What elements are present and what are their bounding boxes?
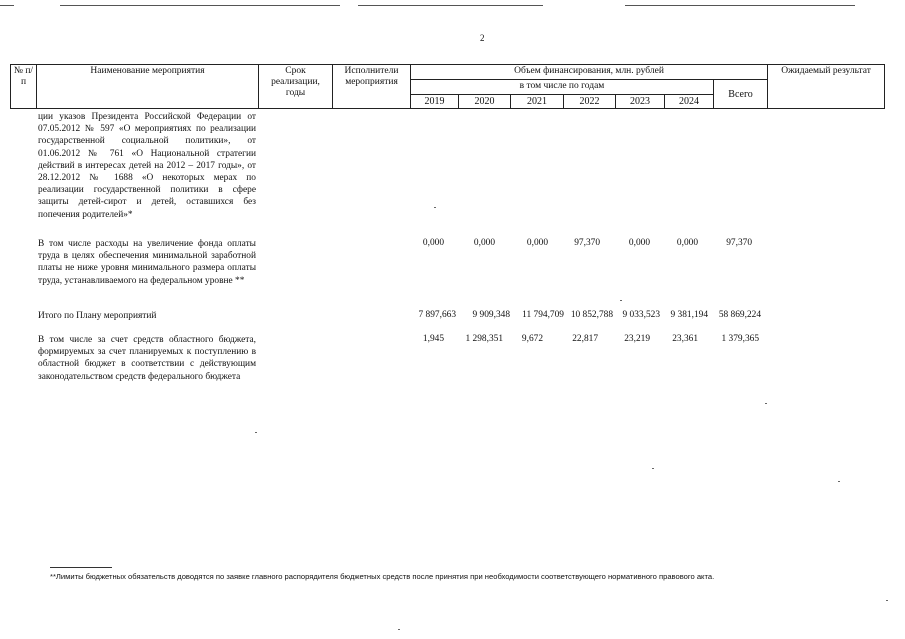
scan-speck [434,207,436,208]
plan-total-total: 58 869,224 [718,310,761,320]
col-year-2022: 2022 [564,95,616,109]
wage-fund-2019: 0,000 [422,238,444,248]
plan-total-2019: 7 897,663 [418,310,456,320]
plan-total-2024: 9 381,194 [670,310,708,320]
decrees-text: ции указов Президента Российской Федерации от 07.05.2012 № 597 «О мероприятиях по реализации государственной социальной политики», от 01.06.2012 № 761 «О Национальной стратегии действий в интересах детей на 2012 – 2017 годы», от 28.12.2012 № 1688 «О некоторых мерах по реализации государственной политики в сфере защиты детей-сирот и детей, оставшихся без попечения родителей»* [38,112,256,220]
col-term-header: Срок реализации, годы [259,65,333,109]
wage-fund-2020: 0,000 [473,238,495,248]
table-header [10,64,885,109]
scan-edge-mark [625,5,855,6]
col-year-2021: 2021 [511,95,564,109]
regional-budget-text: В том числе за счет средств областного бюджета, формируемых за счет планируемых к поступлению в областной бюджет в соответствии с действующим законодательством средств федерального бюджета [38,335,256,382]
regional-budget-2023: 23,219 [624,334,650,344]
regional-budget-2019: 1,945 [422,334,444,344]
col-year-2019: 2019 [411,95,459,109]
col-year-2023: 2023 [616,95,665,109]
regional-budget-total: 1 379,365 [721,334,759,344]
scan-speck [886,600,888,601]
col-funding-header: Объем финансирования, млн. рублей [411,65,768,80]
scan-edge-mark [60,5,340,6]
scan-speck [838,481,840,482]
plan-total-text: Итого по Плану мероприятий [38,311,157,321]
footnote-text: **Лимиты бюджетных обязательств доводятся по заявке главного распорядителя бюджетных средств после принятия при необходимости соответствующего нормативного правового акта. [50,572,715,581]
scan-speck [765,403,767,404]
plan-total-2020: 9 909,348 [472,310,510,320]
plan-total-2022: 10 852,788 [570,310,613,320]
scan-speck [652,468,654,469]
wage-fund-2024: 0,000 [676,238,698,248]
wage-fund-2022: 97,370 [574,238,600,248]
footnote-rule [50,567,112,568]
regional-budget-2022: 22,817 [572,334,598,344]
plan-total-2023: 9 033,523 [622,310,660,320]
col-num-header: № п/п [11,65,37,109]
col-total-header: Всего [714,80,768,109]
col-year-2020: 2020 [459,95,511,109]
wage-fund-2023: 0,000 [628,238,650,248]
regional-budget-2024: 23,361 [672,334,698,344]
scan-speck [620,300,622,301]
col-result-header: Ожидаемый результат [768,65,885,109]
col-executors-header: Исполнители мероприятия [333,65,411,109]
regional-budget-2020: 1 298,351 [465,334,503,344]
scan-edge-mark [358,5,543,6]
page-number: 2 [480,33,485,43]
regional-budget-2021: 9,672 [521,334,543,344]
scan-edge-mark [0,5,14,6]
col-by-years-header: в том числе по годам [411,80,714,95]
plan-total-2021: 11 794,709 [522,310,564,320]
col-year-2024: 2024 [665,95,714,109]
col-name-header: Наименование мероприятия [37,65,259,109]
wage-fund-total: 97,370 [726,238,752,248]
wage-fund-text: В том числе расходы на увеличение фонда оплаты труда в целях обеспечения минимальной заработной платы не ниже уровня минимального размера оплаты труда, устанавливаемого на федеральном уровне ** [38,239,256,286]
scan-speck [255,432,257,433]
scan-speck [398,629,400,630]
wage-fund-2021: 0,000 [526,238,548,248]
